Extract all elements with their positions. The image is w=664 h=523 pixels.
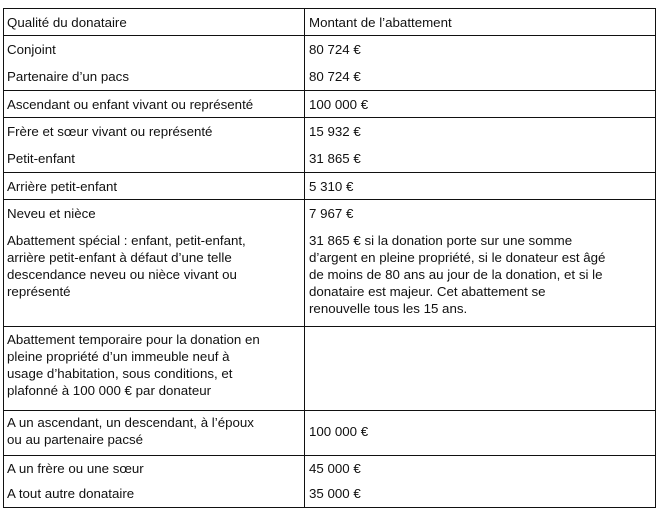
label-line: Abattement temporaire pour la donation en xyxy=(7,332,260,347)
row-label: A un frère ou une sœur xyxy=(7,461,144,476)
row-amount: 100 000 € xyxy=(309,424,369,439)
row-label: Conjoint xyxy=(7,42,56,57)
row-label xyxy=(7,414,301,448)
row-divider xyxy=(4,35,655,36)
row-amount: 80 724 € xyxy=(309,69,361,84)
row-label: Frère et sœur vivant ou représenté xyxy=(7,124,213,139)
amount-line: donataire est majeur. Cet abattement se xyxy=(309,284,546,299)
row-divider xyxy=(4,172,655,173)
row-label: Partenaire d’un pacs xyxy=(7,69,129,84)
row-amount: 35 000 € xyxy=(309,486,361,501)
row-amount: 45 000 € xyxy=(309,461,361,476)
row-divider xyxy=(4,90,655,91)
row-divider xyxy=(4,199,655,200)
label-line: ou au partenaire pacsé xyxy=(7,432,144,447)
row-label: Petit-enfant xyxy=(7,151,76,166)
label-line: arrière petit-enfant à défaut d’une telle xyxy=(7,250,232,265)
label-line: Abattement spécial : enfant, petit-enfant, xyxy=(7,233,246,248)
row-amount: 5 310 € xyxy=(309,179,354,194)
row-amount: 15 932 € xyxy=(309,124,361,139)
column-divider xyxy=(304,9,305,507)
row-label: A tout autre donataire xyxy=(7,486,135,501)
amount-line: de moins de 80 ans au jour de la donation, et si le xyxy=(309,267,603,282)
label-line: A un ascendant, un descendant, à l’époux xyxy=(7,415,254,430)
abatement-table xyxy=(3,8,656,508)
row-amount: 31 865 € xyxy=(309,151,361,166)
row-label xyxy=(7,331,301,399)
amount-line: d’argent en pleine propriété, si le donateur est âgé xyxy=(309,250,606,265)
label-line: plafonné à 100 000 € par donateur xyxy=(7,383,212,398)
header-montant: Montant de l’abattement xyxy=(309,15,452,30)
row-label: Ascendant ou enfant vivant ou représenté xyxy=(7,97,254,112)
row-amount: 100 000 € xyxy=(309,97,369,112)
row-divider xyxy=(4,326,655,327)
label-line: descendance neveu ou nièce vivant ou xyxy=(7,267,237,282)
amount-line: 31 865 € si la donation porte sur une somme xyxy=(309,233,573,248)
row-amount: 80 724 € xyxy=(309,42,361,57)
row-label: Arrière petit-enfant xyxy=(7,179,118,194)
row-amount: 7 967 € xyxy=(309,206,354,221)
row-label: Neveu et nièce xyxy=(7,206,96,221)
label-line: usage d’habitation, sous conditions, et xyxy=(7,366,233,381)
label-line: représenté xyxy=(7,284,71,299)
row-label xyxy=(7,232,301,300)
row-amount xyxy=(309,232,654,317)
label-line: pleine propriété d’un immeuble neuf à xyxy=(7,349,230,364)
amount-line: renouvelle tous les 15 ans. xyxy=(309,301,468,316)
row-divider xyxy=(4,455,655,456)
row-divider xyxy=(4,410,655,411)
header-donataire: Qualité du donataire xyxy=(7,15,127,30)
row-divider xyxy=(4,117,655,118)
